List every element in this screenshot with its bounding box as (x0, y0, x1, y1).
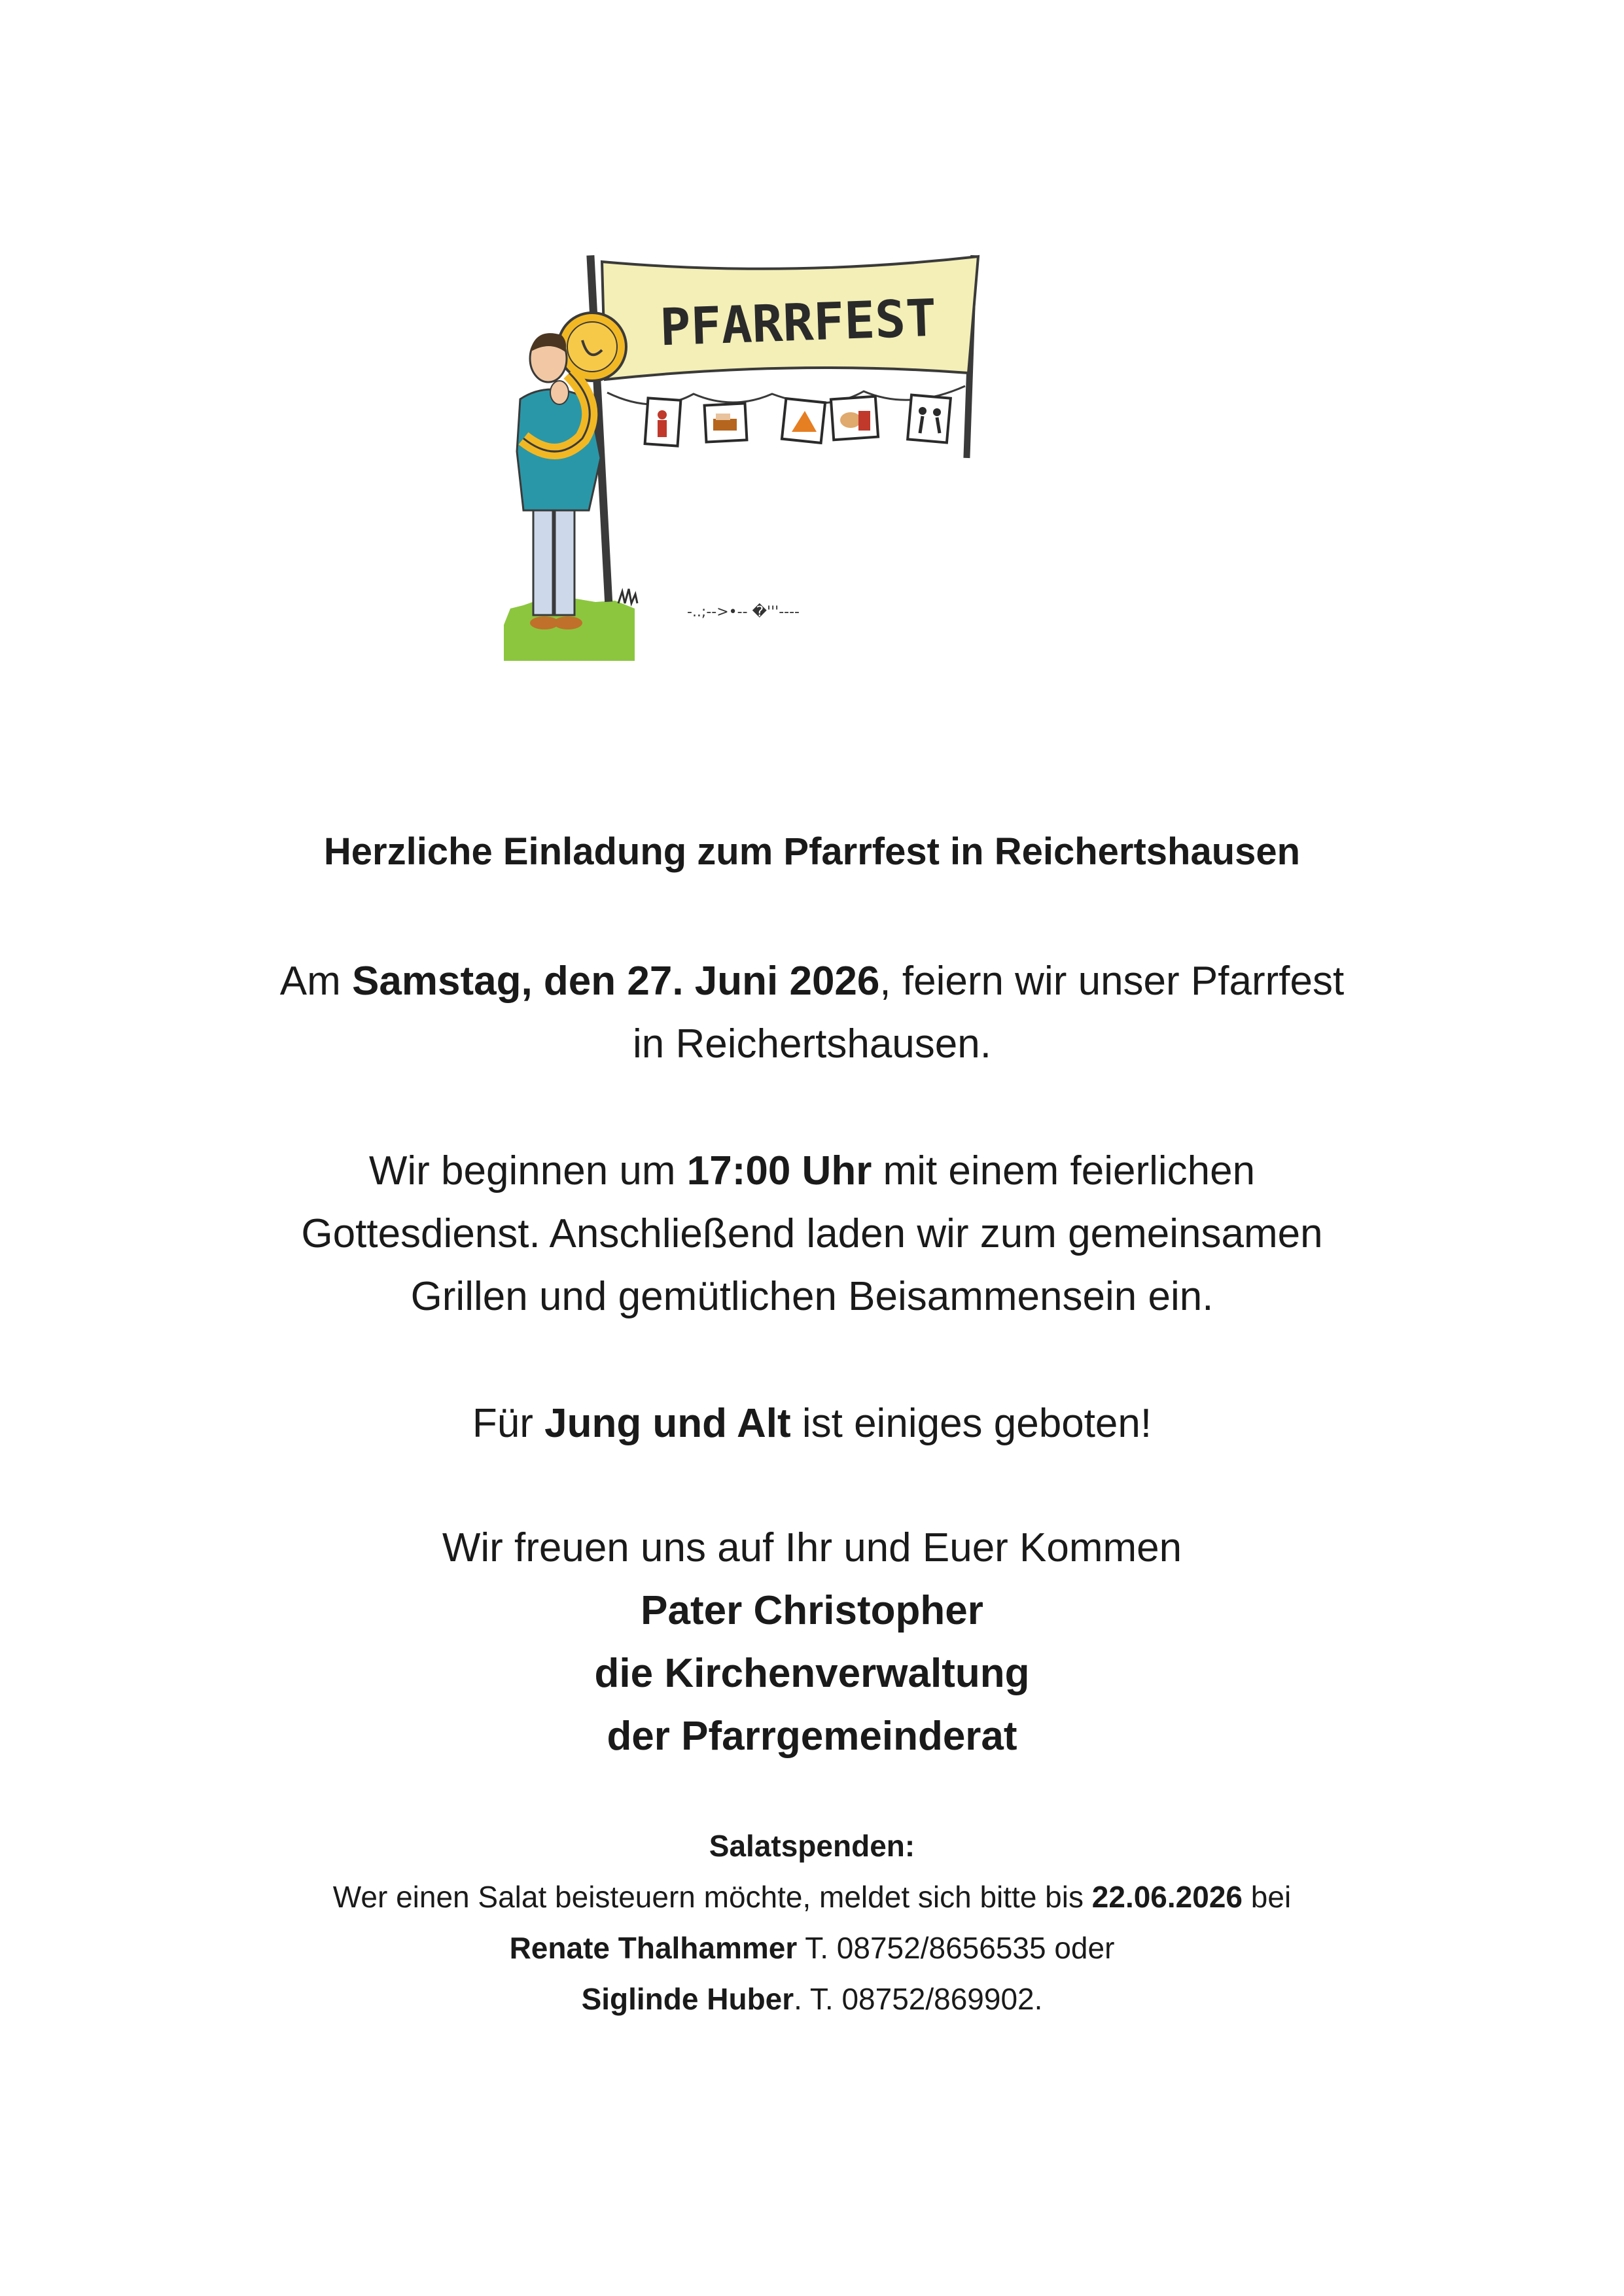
hanging-photo-1 (645, 398, 681, 446)
event-date: Samstag, den 27. Juni 2026 (352, 959, 880, 1004)
time-line-2: Gottesdienst. Anschließend laden wir zum gemeinsamen (301, 1211, 1323, 1256)
contact-1-name: Renate Thalhammer (509, 1931, 798, 1965)
date-line-1: Am Samstag, den 27. Juni 2026, feiern wir unser Pfarrfest (279, 959, 1345, 1004)
banner-text: PFARRFEST (659, 289, 938, 358)
date-line-2: in Reichertshausen. (633, 1021, 991, 1067)
signatory-pater: Pater Christopher (641, 1588, 983, 1633)
pfarrfest-illustration (497, 242, 1021, 667)
hanging-photo-5 (908, 395, 951, 443)
contact-1-phone: T. 08752/8656535 oder (797, 1931, 1115, 1965)
time-line-1: Wir beginnen um 17:00 Uhr mit einem feierlichen (368, 1148, 1256, 1193)
hanging-photo-2 (705, 403, 747, 442)
contact-2-phone: . T. 08752/869902. (794, 1982, 1043, 2016)
hanging-photo-4 (831, 397, 878, 440)
signatory-kirchenverwaltung: die Kirchenverwaltung (594, 1651, 1030, 1696)
salad-line-1: Wer einen Salat beisteuern möchte, meldet sich bitte bis 22.06.2026 bei (332, 1880, 1292, 1914)
invitation-headline: Herzliche Einladung zum Pfarrfest in Reichertshausen (323, 830, 1301, 873)
signatory-pfarrgemeinderat: der Pfarrgemeinderat (607, 1714, 1017, 1759)
salad-contact-1 (0, 1922, 1624, 1973)
jung-alt-bold: Jung und Alt (544, 1401, 791, 1446)
closing-paragraph (0, 1517, 1624, 1768)
salad-deadline: 22.06.2026 (1091, 1880, 1243, 1914)
salad-heading: Salatspenden: (709, 1829, 915, 1863)
salad-contact-2 (0, 1973, 1624, 2024)
jung-alt-paragraph: Für Jung und Alt ist einiges geboten! (472, 1401, 1152, 1446)
time-paragraph (0, 1140, 1624, 1328)
closing-line: Wir freuen uns auf Ihr und Euer Kommen (442, 1525, 1182, 1570)
event-time: 17:00 Uhr (686, 1148, 872, 1193)
scribble-text: -..;-->•-- �'''---- (687, 604, 800, 620)
contact-2-name: Siglinde Huber (581, 1982, 794, 2016)
hanging-photo-3 (782, 398, 825, 443)
date-paragraph (0, 950, 1624, 1076)
time-line-3: Grillen und gemütlichen Beisammensein ein. (410, 1274, 1214, 1319)
salad-donation-section (0, 1820, 1624, 2024)
grass-tufts (618, 589, 637, 603)
